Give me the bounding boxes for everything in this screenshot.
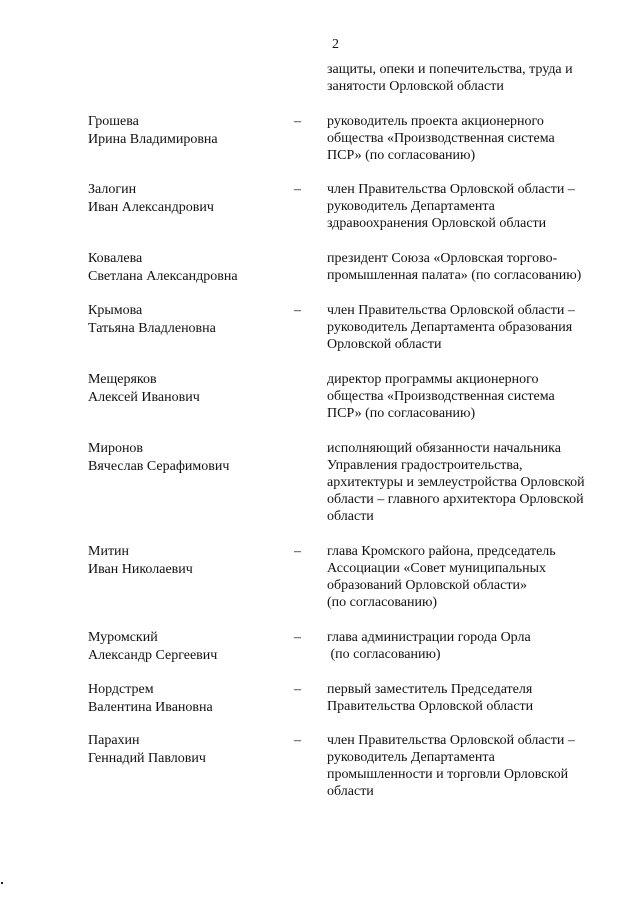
member-name [88,681,213,716]
position-line: руководитель проекта акционерного [327,114,544,129]
position-line: Ассоциации «Совет муниципальных [327,561,546,576]
member-given-name: Иван Николаевич [88,561,193,577]
member-name [88,250,238,285]
member-given-name: Валентина Ивановна [88,699,213,715]
member-given-name: Ирина Владимировна [88,131,218,147]
member-given-name: Татьяна Владленовна [88,320,216,336]
member-given-name: Вячеслав Серафимович [88,458,230,474]
member-name [88,440,229,475]
position-line: Правительства Орловской области [327,699,534,714]
separator-dash: – [294,733,301,748]
member-given-name: Светлана Александровна [88,268,238,284]
position-line: ПСР» (по согласованию) [327,148,476,163]
member-name [88,181,214,216]
member-given-name: Иван Александрович [88,199,214,215]
member-position [327,302,617,353]
member-position [327,732,617,800]
member-surname: Нордстрем [88,682,154,697]
position-line: (по согласованию) [327,647,441,662]
intro-line: занятости Орловской области [327,79,504,94]
member-given-name: Геннадий Павлович [88,750,206,766]
member-position [327,629,617,663]
member-given-name: Алексей Иванович [88,389,200,405]
position-line: директор программы акционерного [327,372,539,387]
separator-dash: – [294,182,301,197]
position-line: здравоохранения Орловской области [327,216,547,231]
member-position [327,113,617,164]
position-line: член Правительства Орловской области – [327,733,575,748]
position-line: образований Орловской области» [327,578,527,593]
position-line: области [327,509,374,524]
member-name [88,629,217,664]
position-line: общества «Производственная система [327,389,555,404]
member-position [327,371,617,422]
member-name [88,543,193,578]
position-line: общества «Производственная система [327,131,555,146]
separator-dash: – [294,303,301,318]
member-surname: Крымова [88,303,143,318]
intro-line: защиты, опеки и попечительства, труда и [327,62,573,77]
position-line: президент Союза «Орловская торгово- [327,251,558,266]
member-name [88,302,216,337]
member-given-name: Александр Сергеевич [88,647,218,663]
continued-position-text [327,61,607,95]
member-position [327,250,617,284]
scan-speck [1,882,3,884]
member-surname: Парахин [88,733,140,748]
position-line: Управления градостроительства, [327,458,523,473]
member-name [88,371,200,406]
position-line: исполняющий обязанности начальника [327,441,561,456]
member-surname: Муромский [88,630,158,645]
member-position [327,681,617,715]
position-line: член Правительства Орловской области – [327,303,575,318]
page-number: 2 [332,37,339,52]
position-line: член Правительства Орловской области – [327,182,575,197]
separator-dash: – [294,630,301,645]
member-surname: Залогин [88,182,137,197]
position-line: руководитель Департамента [327,199,495,214]
position-line: ПСР» (по согласованию) [327,406,476,421]
member-surname: Миронов [88,441,144,456]
position-line: глава администрации города Орла [327,630,531,645]
member-surname: Ковалева [88,251,143,266]
member-position [327,181,617,232]
separator-dash: – [294,544,301,559]
position-line: промышленная палата» (по согласованию) [327,268,582,283]
position-line: руководитель Департамента [327,750,495,765]
position-line: Орловской области [327,337,442,352]
position-line: архитектуры и землеустройства Орловской [327,475,585,490]
position-line: промышленности и торговли Орловской [327,767,569,782]
member-name [88,113,218,148]
member-surname: Мещеряков [88,372,157,387]
position-line: области [327,784,374,799]
position-line: области – главного архитектора Орловской [327,492,584,507]
position-line: глава Кромского района, председатель [327,544,556,559]
member-position [327,440,617,525]
position-line: первый заместитель Председателя [327,682,533,697]
member-position [327,543,617,611]
member-surname: Грошева [88,114,139,129]
member-surname: Митин [88,544,130,559]
separator-dash: – [294,114,301,129]
position-line: (по согласованию) [327,595,438,610]
separator-dash: – [294,682,301,697]
position-line: руководитель Департамента образования [327,320,573,335]
member-name [88,732,206,767]
